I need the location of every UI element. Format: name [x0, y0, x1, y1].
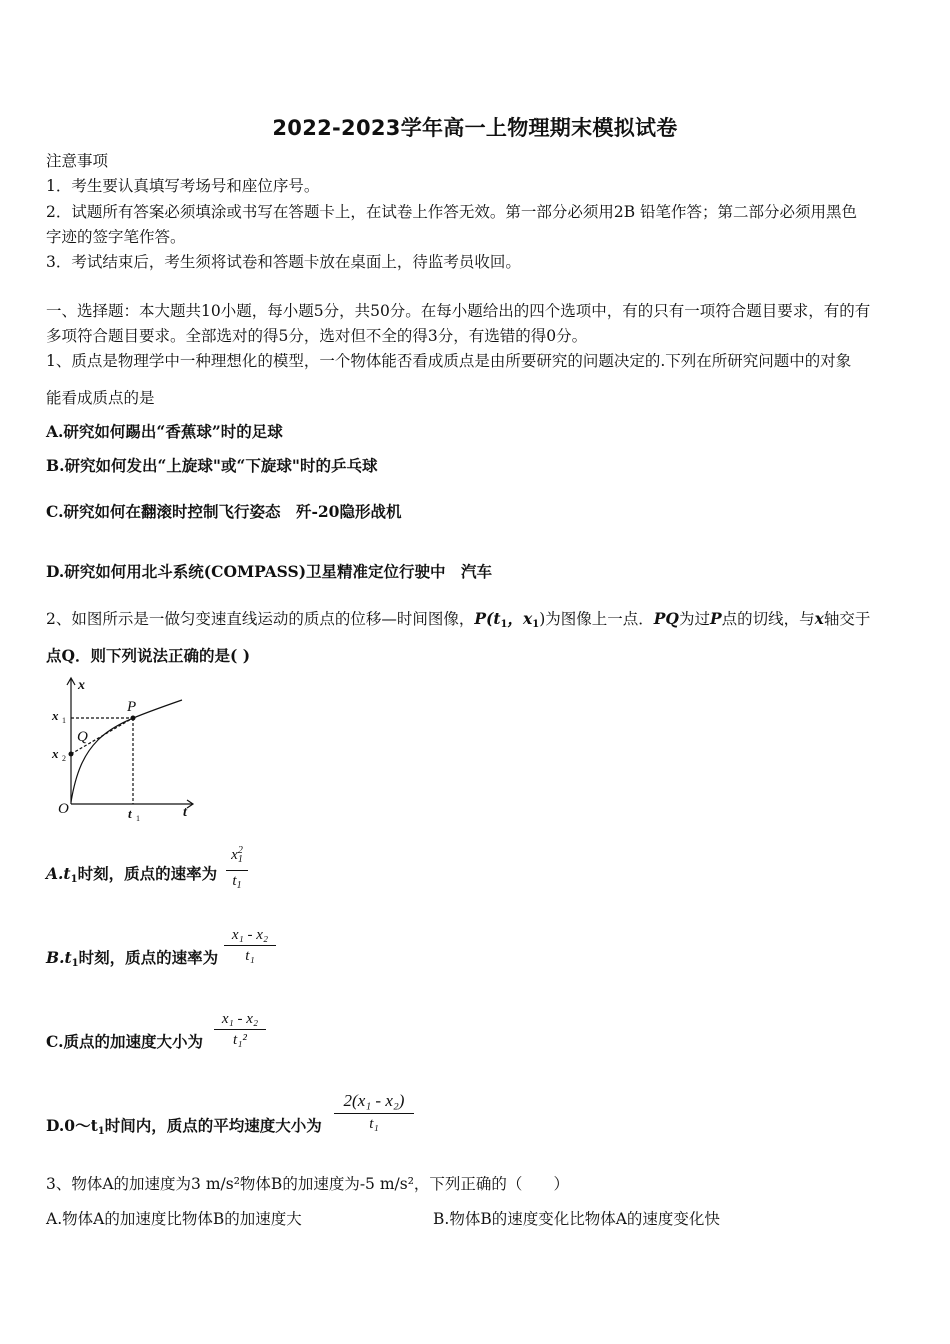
q2-option-d: $D.0\sim t_1$时间内，质点的平均速度大小为 [46, 1116, 322, 1137]
section1-line2: 多项符合题目要求。全部选对的得5分，选对但不全的得3分，有选错的得0分。 [46, 327, 588, 345]
q2-option-c-fraction [214, 1010, 266, 1049]
t1-label: t [128, 806, 132, 821]
fraction-denominator: t₁² [233, 1032, 247, 1048]
q2-stem-line1: 2、如图所示是一做匀变速直线运动的质点的位移—时间图像，$P(t_1$，$x_1$)为图像上一点．PQ为过P点的切线，与x轴交于 [46, 609, 871, 630]
point-q [69, 752, 74, 757]
q2-option-a: $A.t_1$时刻，质点的速率为 [46, 864, 218, 885]
q2-option-d-fraction [334, 1090, 414, 1133]
q2-stem-line2: 点Q．则下列说法正确的是( ) [46, 646, 251, 665]
q2-option-c: C.质点的加速度大小为 [46, 1032, 203, 1051]
q1-stem-line1: 1、质点是物理学中一种理想化的模型，一个物体能否看成质点是由所要研究的问题决定的.下列在所研究问题中的对象 [46, 352, 852, 370]
page-title: 2022-2023学年高一上物理期末模拟试卷 [272, 116, 678, 140]
x-axis-label: x [78, 678, 85, 693]
x2-sub: 2 [62, 754, 66, 763]
notice-item-2: 2．试题所有答案必须填涂或书写在答题卡上，在试卷上作答无效。第一部分必须用2B 铅笔作答；第二部分必须用黑色 [46, 203, 858, 221]
q1-stem-line2: 能看成质点的是 [46, 389, 155, 407]
q1-option-d: D.研究如何用北斗系统(COMPASS)卫星精准定位行驶中 汽车 [46, 562, 493, 581]
q2-option-a-fraction [226, 842, 248, 895]
p-label: P [127, 699, 137, 715]
notice-heading: 注意事项 [46, 152, 109, 170]
fraction-denominator: t₁ [245, 948, 255, 964]
q3-stem: 3、物体A的加速度为3 m/s²物体B的加速度为-5 m/s²，下列正确的（ ） [46, 1175, 569, 1193]
position-time-graph [40, 672, 210, 822]
fraction-denominator: t₁ [369, 1116, 379, 1132]
fraction-denominator: $t_1$ [232, 873, 242, 891]
q2-option-b-fraction [224, 926, 276, 965]
q1-option-b: B.研究如何发出“上旋球"或“下旋球"时的乒乓球 [46, 456, 378, 475]
fraction-numerator: 2(x₁ - x₂) [343, 1091, 405, 1110]
fraction-numerator: $x^2_1$ [231, 845, 243, 865]
x1-label: x [52, 708, 59, 723]
notice-item-2-cont: 字迹的签字笔作答。 [46, 228, 186, 246]
q2-option-b: $B.t_1$时刻，质点的速率为 [46, 948, 219, 969]
x2-label: x [52, 746, 59, 761]
section1-line1: 一、选择题：本大题共10小题，每小题5分，共50分。在每小题给出的四个选项中，有的只有一项符合题目要求，有的有 [46, 302, 871, 320]
q1-option-c: C.研究如何在翻滚时控制飞行姿态 歼-20隐形战机 [46, 502, 402, 521]
x1-sub: 1 [62, 716, 66, 725]
origin-label: O [58, 801, 69, 817]
q3-option-a: A.物体A的加速度比物体B的加速度大 [46, 1210, 302, 1228]
t-axis-label: t [183, 805, 187, 820]
fraction-numerator: x₁ - x₂ [231, 927, 269, 943]
notice-item-1: 1．考生要认真填写考场号和座位序号。 [46, 177, 320, 195]
q3-option-b: B.物体B的速度变化比物体A的速度变化快 [433, 1210, 720, 1228]
fraction-numerator: x₁ - x₂ [221, 1011, 259, 1027]
x-t-curve [71, 700, 182, 802]
t1-sub: 1 [136, 814, 140, 822]
notice-item-3: 3．考试结束后，考生须将试卷和答题卡放在桌面上，待监考员收回。 [46, 253, 521, 271]
q-label: Q [77, 729, 88, 745]
q1-option-a: A.研究如何踢出“香蕉球”时的足球 [46, 422, 283, 441]
point-p [131, 716, 136, 721]
